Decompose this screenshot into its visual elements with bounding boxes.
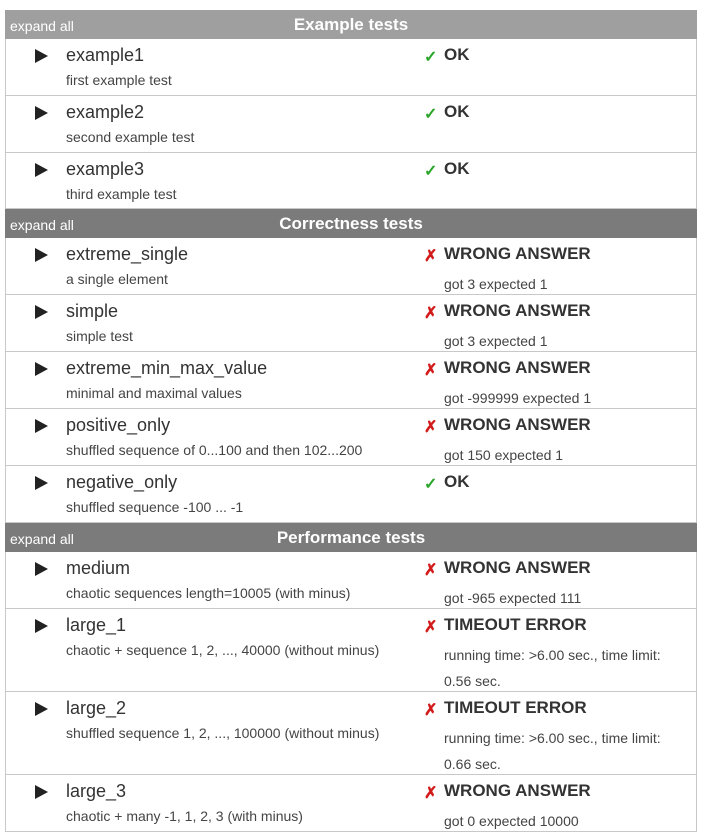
- test-description: shuffled sequence -100 ... -1: [66, 499, 244, 515]
- cross-icon: ✗: [424, 562, 438, 579]
- test-detail: got 3 expected 1: [444, 333, 548, 349]
- test-row: [5, 238, 697, 295]
- test-row: [5, 153, 697, 209]
- test-status: WRONG ANSWER: [444, 301, 591, 320]
- check-icon: ✓: [424, 163, 438, 180]
- expand-triangle-icon[interactable]: [35, 305, 48, 319]
- test-status: WRONG ANSWER: [444, 781, 591, 800]
- section-title: Performance tests: [276, 528, 426, 547]
- test-status: OK: [444, 159, 470, 178]
- cross-icon: ✗: [424, 248, 438, 265]
- test-name: simple: [66, 301, 119, 321]
- test-name: medium: [66, 558, 131, 578]
- test-detail: got -999999 expected 1: [444, 390, 592, 406]
- test-status: OK: [444, 102, 470, 121]
- test-description: minimal and maximal values: [66, 385, 242, 401]
- test-status: TIMEOUT ERROR: [444, 615, 587, 634]
- test-detail: got 0 expected 10000: [444, 813, 579, 829]
- test-row: [5, 466, 697, 523]
- test-detail: got 3 expected 1: [444, 276, 548, 292]
- expand-all-button[interactable]: expand all: [10, 531, 74, 547]
- section-header-example: [5, 10, 697, 39]
- expand-triangle-icon[interactable]: [35, 476, 48, 490]
- test-status: OK: [444, 472, 470, 491]
- test-description: simple test: [66, 328, 133, 344]
- section-header-performance: [5, 523, 697, 552]
- test-name: large_2: [66, 698, 127, 718]
- test-description: shuffled sequence 1, 2, ..., 100000 (without minus): [66, 725, 380, 741]
- test-name: example1: [66, 45, 145, 65]
- test-status: WRONG ANSWER: [444, 244, 591, 263]
- expand-triangle-icon[interactable]: [35, 163, 48, 177]
- test-description: first example test: [66, 72, 172, 88]
- test-row: [5, 552, 697, 609]
- test-name: large_1: [66, 615, 127, 635]
- test-description: a single element: [66, 271, 168, 287]
- test-row: [5, 692, 697, 775]
- expand-triangle-icon[interactable]: [35, 106, 48, 120]
- expand-all-button[interactable]: expand all: [10, 18, 74, 34]
- test-description: third example test: [66, 186, 177, 202]
- test-row: [5, 96, 697, 153]
- section-title: Correctness tests: [279, 214, 423, 233]
- test-name: positive_only: [66, 415, 171, 435]
- test-description: chaotic + many -1, 1, 2, 3 (with minus): [66, 808, 303, 824]
- expand-triangle-icon[interactable]: [35, 419, 48, 433]
- test-description: second example test: [66, 129, 195, 145]
- test-status: TIMEOUT ERROR: [444, 698, 587, 717]
- expand-triangle-icon[interactable]: [35, 619, 48, 633]
- test-status: WRONG ANSWER: [444, 358, 591, 377]
- expand-triangle-icon[interactable]: [35, 362, 48, 376]
- test-name: example3: [66, 159, 145, 179]
- test-row: [5, 609, 697, 692]
- test-status: WRONG ANSWER: [444, 415, 591, 434]
- test-status: OK: [444, 45, 470, 64]
- expand-triangle-icon[interactable]: [35, 248, 48, 262]
- test-detail: got -965 expected 111: [444, 590, 582, 606]
- check-icon: ✓: [424, 49, 438, 66]
- expand-triangle-icon[interactable]: [35, 702, 48, 716]
- expand-triangle-icon[interactable]: [35, 49, 48, 63]
- test-name: negative_only: [66, 472, 178, 492]
- test-results: [5, 10, 697, 832]
- cross-icon: ✗: [424, 619, 438, 636]
- test-detail: running time: >6.00 sec., time limit: 0.66 sec.: [444, 730, 661, 772]
- test-status: WRONG ANSWER: [444, 558, 591, 577]
- expand-triangle-icon[interactable]: [35, 562, 48, 576]
- test-detail: got 150 expected 1: [444, 447, 564, 463]
- section-header-correctness: [5, 209, 697, 238]
- test-name: large_3: [66, 781, 127, 801]
- section-title: Example tests: [293, 15, 409, 34]
- cross-icon: ✗: [424, 362, 438, 379]
- test-row: [5, 775, 697, 832]
- cross-icon: ✗: [424, 305, 438, 322]
- cross-icon: ✗: [424, 419, 438, 436]
- test-name: extreme_single: [66, 244, 189, 264]
- test-row: [5, 39, 697, 96]
- cross-icon: ✗: [424, 702, 438, 719]
- test-row: [5, 352, 697, 409]
- check-icon: ✓: [424, 106, 438, 123]
- test-name: example2: [66, 102, 145, 122]
- expand-triangle-icon[interactable]: [35, 785, 48, 799]
- cross-icon: ✗: [424, 785, 438, 802]
- test-row: [5, 409, 697, 466]
- test-description: chaotic + sequence 1, 2, ..., 40000 (without minus): [66, 642, 380, 658]
- check-icon: ✓: [424, 476, 438, 493]
- test-description: shuffled sequence of 0...100 and then 102...200: [66, 442, 363, 458]
- test-name: extreme_min_max_value: [66, 358, 268, 378]
- expand-all-button[interactable]: expand all: [10, 217, 74, 233]
- test-row: [5, 295, 697, 352]
- test-description: chaotic sequences length=10005 (with minus): [66, 585, 351, 601]
- test-detail: running time: >6.00 sec., time limit: 0.56 sec.: [444, 647, 661, 689]
